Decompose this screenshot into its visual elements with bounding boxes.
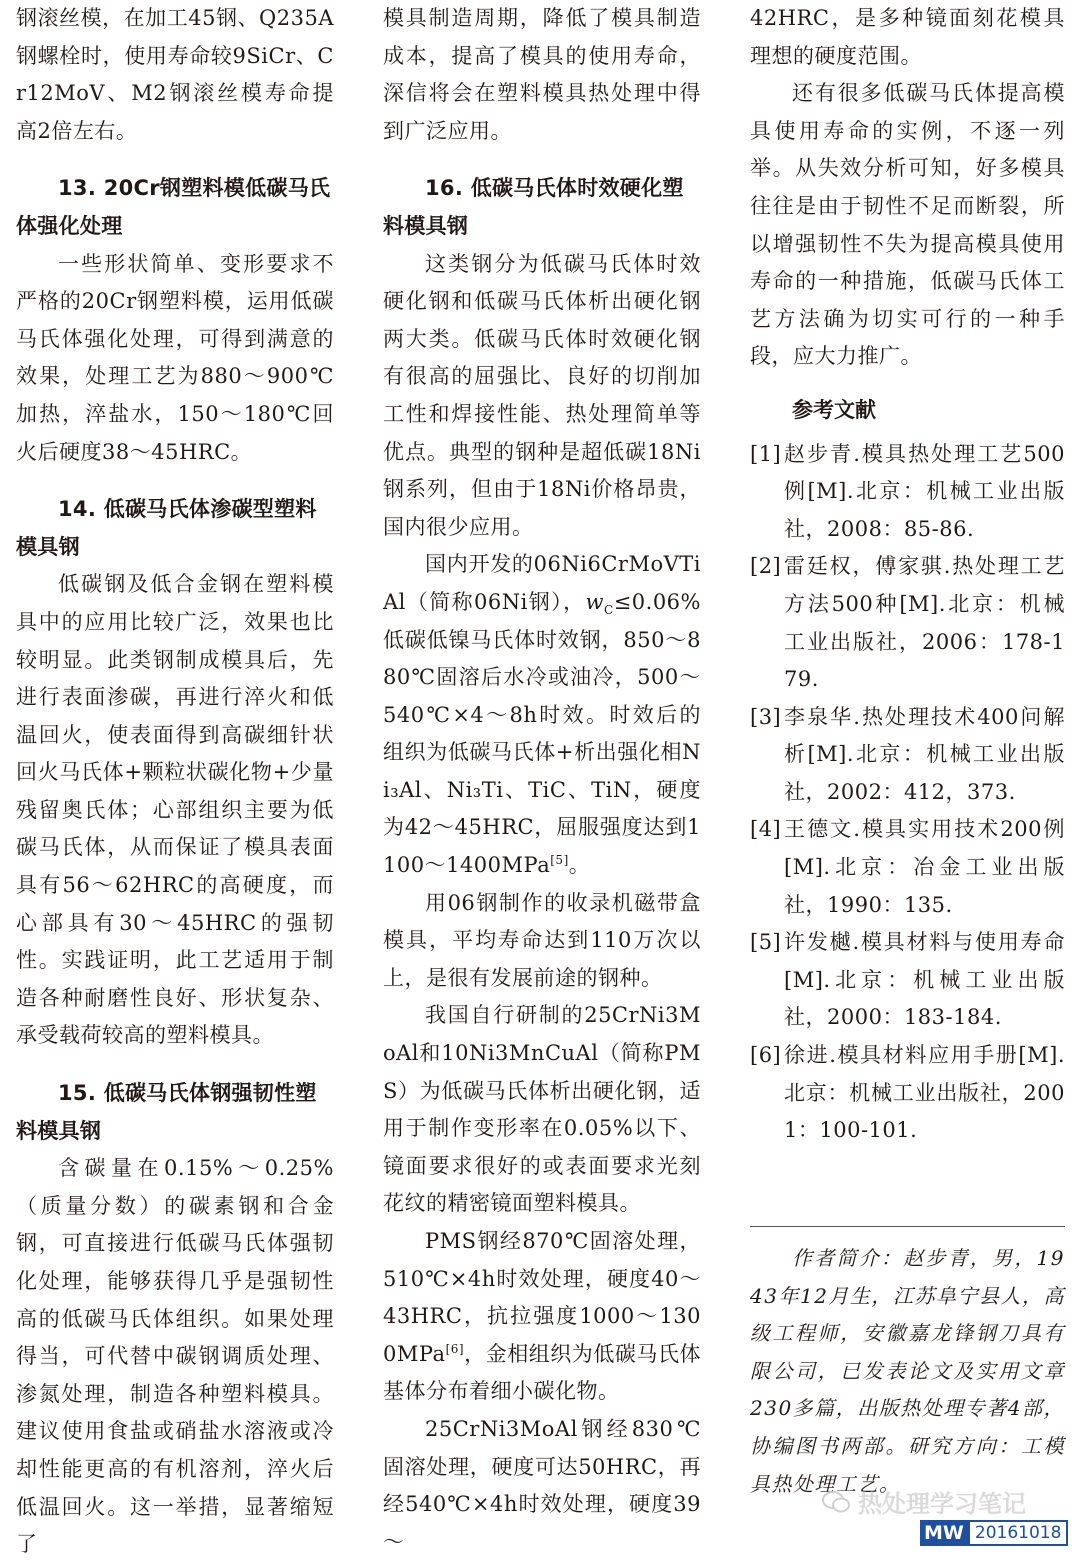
paragraph: 钢滚丝模，在加工45钢、Q235A钢螺栓时，使用寿命较9SiCr、Cr12MoV、M2钢滚丝模寿命提高2倍左右。: [16, 6, 334, 143]
paragraph: 还有很多低碳马氏体提高模具使用寿命的实例，不逐一列举。从失效分析可知，好多模具往往是由于韧性不足而断裂，所以增强韧性不失为提高模具使用寿命的一种措施，低碳马氏体工艺方法确为切实可行的一种手段，应大力推广。: [750, 81, 1065, 369]
paragraph: 42HRC，是多种镜面刻花模具理想的硬度范围。: [750, 6, 1065, 68]
w-subscript: C: [604, 603, 614, 618]
citation-5[interactable]: [5]: [550, 853, 569, 868]
section-heading-13: 13. 20Cr钢塑料模低碳马氏体强化处理: [16, 176, 331, 238]
journal-badge: [920, 1520, 1068, 1546]
paragraph: 模具制造周期，降低了模具制造成本，提高了模具的使用寿命，深信将会在塑料模具热处理中得到广泛应用。: [383, 6, 701, 143]
reference-item: [2] 雷廷权，傅家骐.热处理工艺方法500种[M].北京：机械工业出版社，2006：178-179.: [750, 554, 1065, 692]
references-title: 参考文献: [792, 397, 876, 422]
paragraph: PMS钢经870℃固溶处理，510℃×4h时效处理，硬度40～43HRC，抗拉强度1000～1300MPa[6]，金相组织为低碳马氏体基体分布着细小碳化物。: [383, 1229, 701, 1404]
paragraph: 我国自行研制的25CrNi3MoAl和10Ni3MnCuAl（简称PMS）为低碳马氏体析出硬化钢，适用于制作变形率在0.05%以下、镜面要求很好的或表面要求光刻花纹的精密镜面塑料模具。: [383, 1003, 701, 1216]
reference-item: [5] 许发樾.模具材料与使用寿命[M].北京：机械工业出版社，2000：183-184.: [750, 930, 1065, 1030]
paragraph: 这类钢分为低碳马氏体时效硬化钢和低碳马氏体析出硬化钢两大类。低碳马氏体时效硬化钢有很高的屈强比、良好的切削加工性和焊接性能、热处理简单等优点。典型的钢种是超低碳18Ni钢系列，但由于18Ni价格昂贵，国内很少应用。: [383, 251, 701, 539]
watermark: 热处理学习笔记: [822, 1484, 1026, 1519]
reference-item: [1] 赵步青.模具热处理工艺500例[M].北京：机械工业出版社，2008：85-86.: [750, 441, 1065, 541]
brand-logo: MW: [920, 1520, 968, 1546]
reference-item: [4] 王德文.模具实用技术200例[M].北京：冶金工业出版社，1990：135.: [750, 817, 1065, 917]
w-symbol: w: [585, 589, 604, 614]
section-heading-14: 14. 低碳马氏体渗碳型塑料模具钢: [16, 497, 317, 559]
chat-bubble-icon: [822, 1490, 850, 1514]
paragraph: 25CrNi3MoAl钢经830℃固溶处理，硬度可达50HRC，再经540℃×4h时效处理，硬度39～: [383, 1416, 701, 1554]
author-bio: 作者简介：赵步青，男，1943年12月生，江苏阜宁县人，高级工程师，安徽嘉龙锋钢刀具有限公司，已发表论文及实用文章230多篇，出版热处理专著4部，协编图书两部。研究方向：工模具热处理工艺。: [750, 1246, 1065, 1496]
reference-item: [6] 徐进.模具材料应用手册[M].北京：机械工业出版社，2001：100-101.: [750, 1043, 1065, 1143]
section-heading-16: 16. 低碳马氏体时效硬化塑料模具钢: [383, 176, 684, 238]
paragraph: 国内开发的06Ni6CrMoVTiAl（简称06Ni钢），$w_C\le 0.06\%$低碳低镍马氏体时效钢，850～880℃固溶后水冷或油冷，500～540℃×4～8h时效。时效后的组织为低碳马氏体+析出强化相Ni₃Al、Ni₃Ti、TiC、TiN，硬度为42～45HRC，屈服强度达到1100～1400MPa[5]。: [383, 552, 701, 878]
paragraph: 一些形状简单、变形要求不严格的20Cr钢塑料模，运用低碳马氏体强化处理，可得到满意的效果，处理工艺为880～900℃加热，淬盐水，150～180℃回火后硬度38～45HRC。: [16, 251, 334, 464]
paragraph: 用06钢制作的收录机磁带盒模具，平均寿命达到110万次以上，是很有发展前途的钢种。: [383, 890, 701, 990]
paragraph: 含碳量在0.15%～0.25%（质量分数）的碳素钢和合金钢，可直接进行低碳马氏体强韧化处理，能够获得几乎是强韧性高的低碳马氏体组织。如果处理得当，可代替中碳钢调质处理、渗氮处理，制造各种塑料模具。建议使用食盐或硝盐水溶液或冷却性能更高的有机溶剂，淬火后低温回火。这一举措，显著缩短了: [16, 1156, 334, 1557]
section-heading-15: 15. 低碳马氏体钢强韧性塑料模具钢: [16, 1081, 317, 1143]
column-2: [383, 0, 701, 1561]
reference-item: [3] 李泉华.热处理技术400问解析[M].北京：机械工业出版社，2002：412，373.: [750, 704, 1065, 804]
issue-date: 20161018: [968, 1520, 1069, 1546]
column-3: [750, 0, 1065, 1150]
citation-6[interactable]: [6]: [445, 1341, 465, 1356]
paragraph: 低碳钢及低合金钢在塑料模具中的应用比较广泛，效果也比较明显。此类钢制成模具后，先进行表面渗碳，再进行淬火和低温回火，使表面得到高碳细针状回火马氏体+颗粒状碳化物+少量残留奥氏体；心部组织主要为低碳马氏体，从而保证了模具表面具有56～62HRC的高硬度，而心部具有30～45HRC的强韧性。实践证明，此工艺适用于制造各种耐磨性良好、形状复杂、承受载荷较高的塑料模具。: [16, 572, 334, 1048]
author-divider: [750, 1226, 1065, 1227]
column-1: [16, 0, 334, 1564]
